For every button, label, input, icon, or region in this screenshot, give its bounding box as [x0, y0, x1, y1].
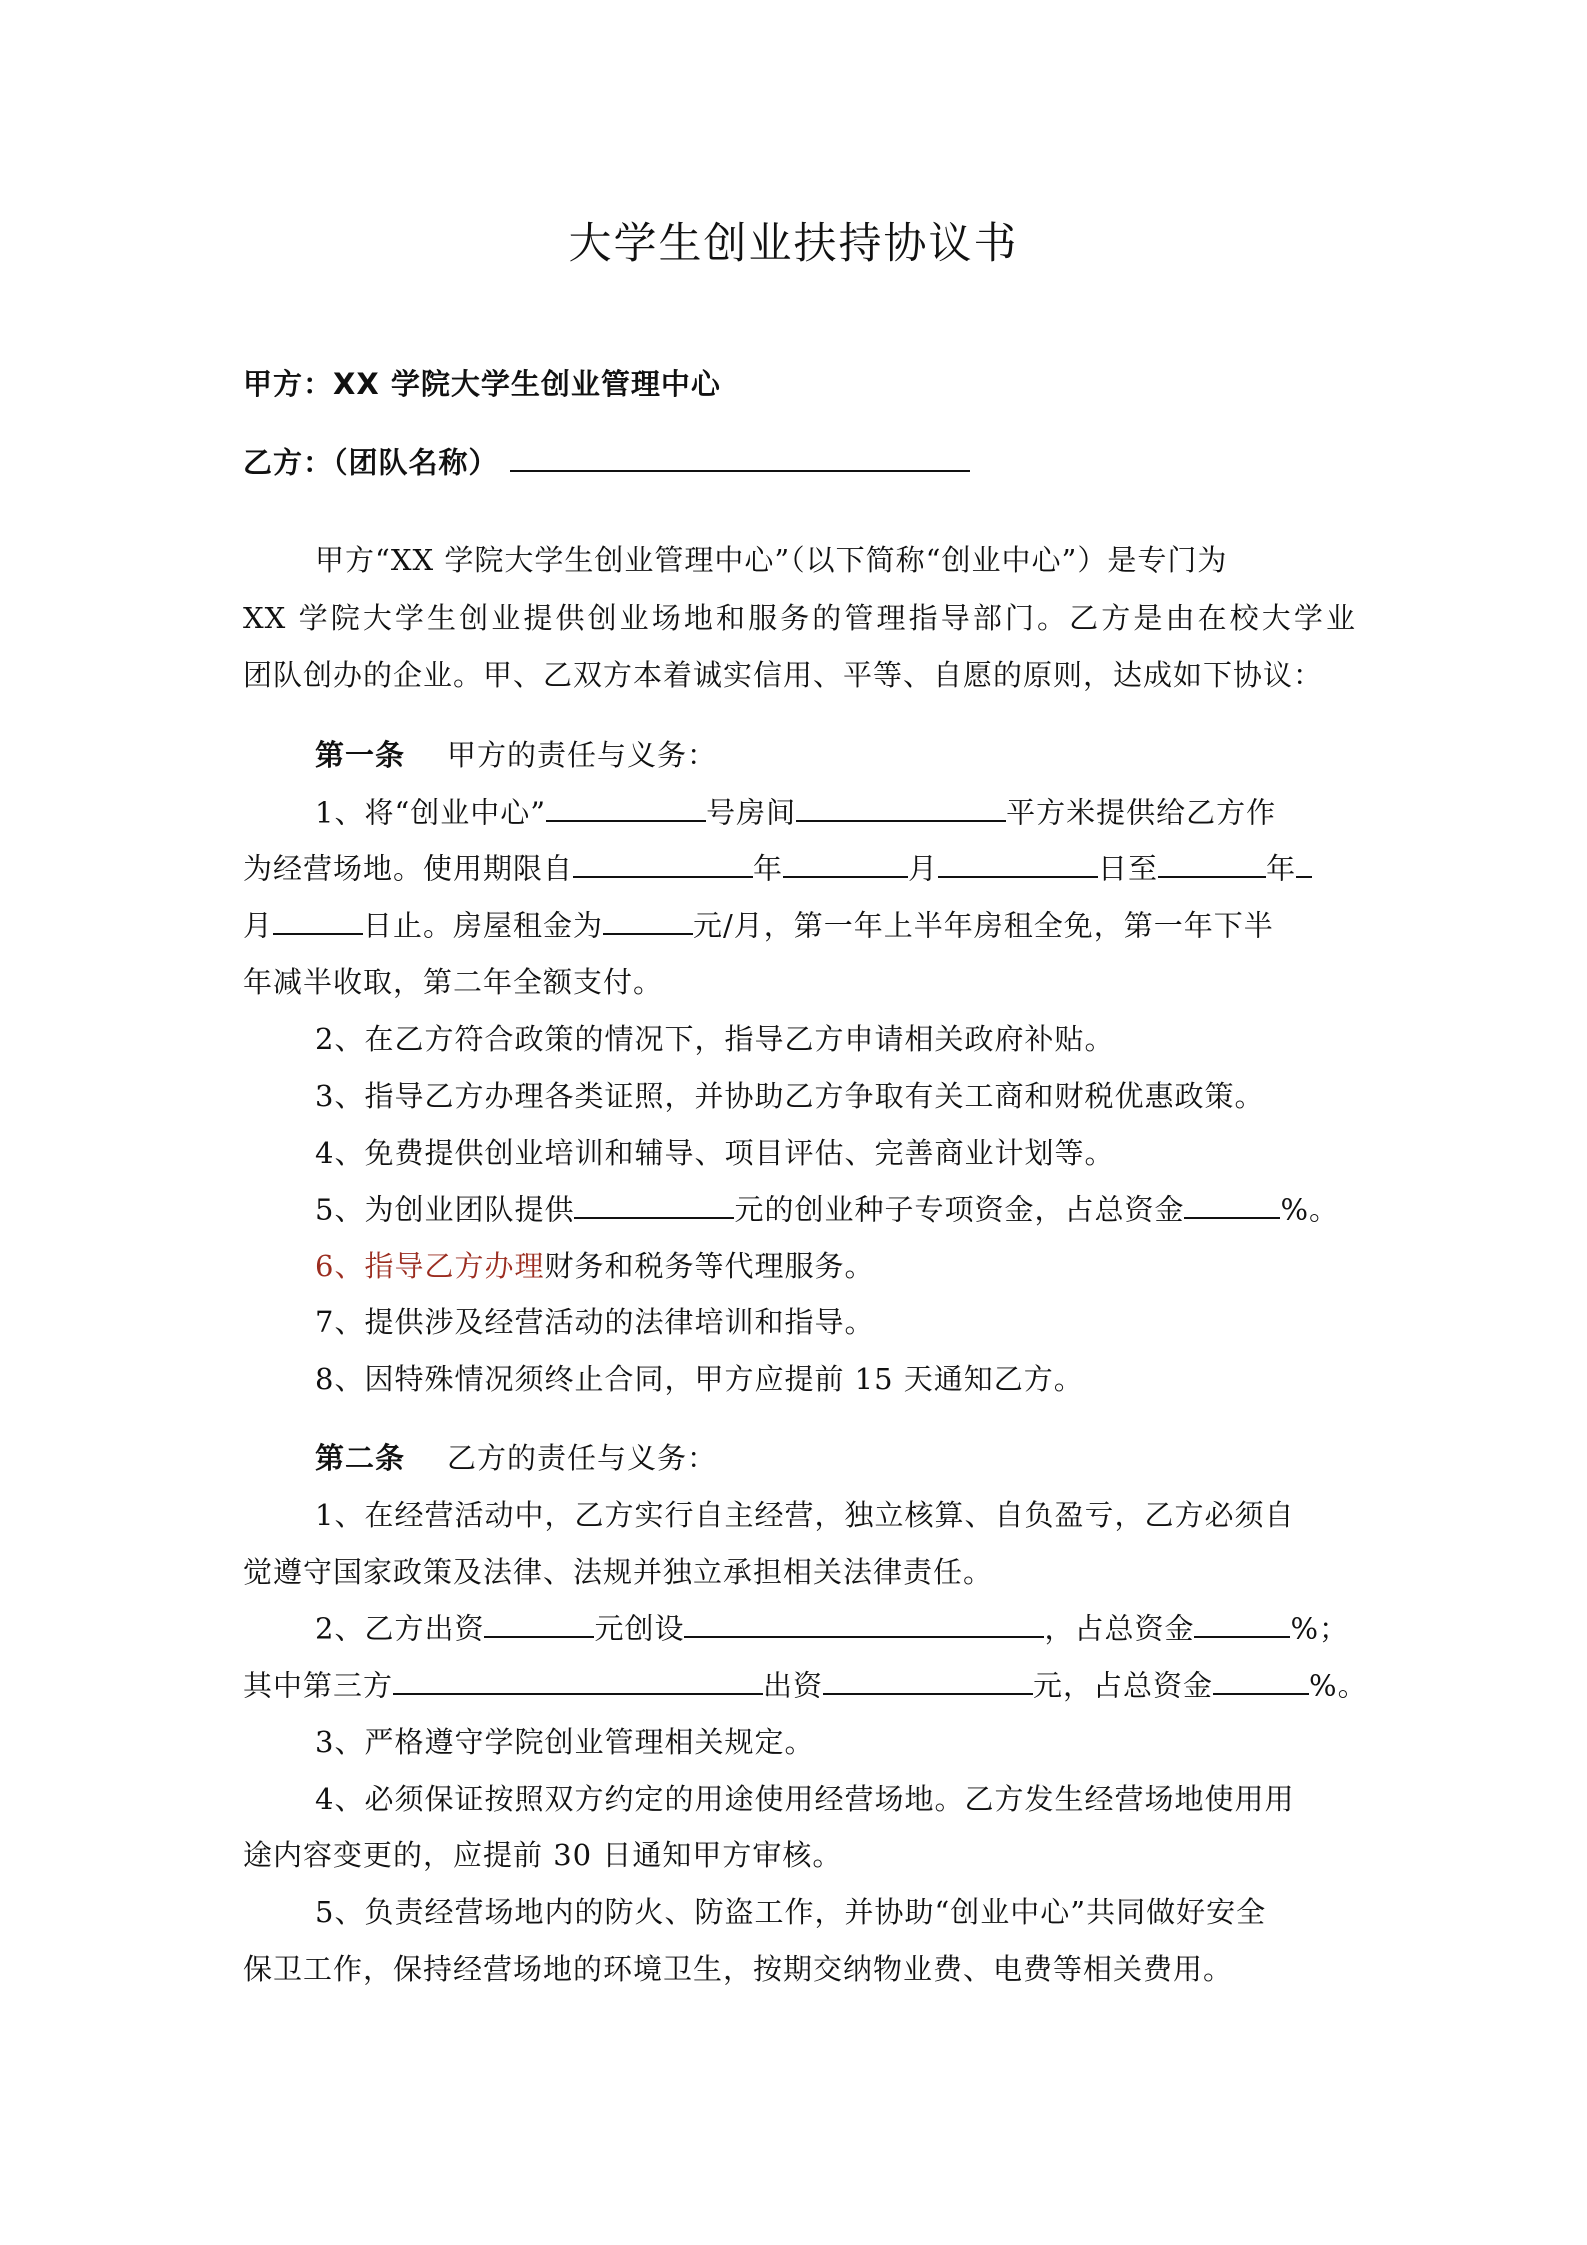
s1-item-1-line-4: 年减半收取，第二年全额支付。 — [243, 965, 664, 999]
intro-line-3: 团队创办的企业。甲、乙双方本着诚实信用、平等、自愿的原则，达成如下协议： — [243, 658, 1324, 692]
end-day-blank[interactable] — [273, 903, 363, 935]
section-2-title — [315, 1436, 1356, 1477]
s2-item-5-line-2: 保卫工作，保持经营场地的环境卫生，按期交纳物业费、电费等相关费用。 — [243, 1952, 1234, 1986]
s1-item-6: 6、指导乙方办理财务和税务等代理服务。 — [315, 1249, 875, 1283]
party-a-label: 甲方： — [243, 367, 334, 401]
investment-blank[interactable] — [484, 1606, 594, 1638]
s2-item-2-line-2: 其中第三方 出资 元，占总资金 %。 — [243, 1663, 1356, 1704]
third-party-amount-blank[interactable] — [823, 1663, 1033, 1695]
start-day-blank[interactable] — [938, 846, 1098, 878]
s2-item-5-line-1: 5、负责经营场地内的防火、防盗工作，并协助“创业中心”共同做好安全 — [315, 1895, 1267, 1929]
section-1-title — [315, 733, 1356, 774]
start-year-blank[interactable] — [573, 846, 753, 878]
third-party-percent-blank[interactable] — [1213, 1663, 1309, 1695]
s1-item-4: 4、免费提供创业培训和辅导、项目评估、完善商业计划等。 — [315, 1136, 1115, 1170]
rent-blank[interactable] — [603, 903, 693, 935]
party-a-value: XX 学院大学生创业管理中心 — [333, 367, 721, 401]
s1-item-6-highlight: 6、指导乙方办理 — [315, 1249, 545, 1283]
party-a-line — [243, 362, 721, 403]
start-month-blank[interactable] — [783, 846, 908, 878]
entity-blank[interactable] — [684, 1606, 1044, 1638]
s1-item-7: 7、提供涉及经营活动的法律培训和指导。 — [315, 1305, 875, 1339]
seed-fund-percent-blank[interactable] — [1184, 1187, 1280, 1219]
area-blank[interactable] — [796, 790, 1006, 822]
document-title: 大学生创业扶持协议书 — [568, 219, 1019, 269]
third-party-blank[interactable] — [393, 1663, 763, 1695]
s2-item-2-line-1: 2、乙方出资 元创设 ，占总资金 %； — [315, 1606, 1356, 1647]
s2-item-3: 3、严格遵守学院创业管理相关规定。 — [315, 1725, 815, 1759]
s1-item-8: 8、因特殊情况须终止合同，甲方应提前 15 天通知乙方。 — [315, 1362, 1084, 1396]
section-2-label: 第二条 — [315, 1441, 406, 1475]
team-name-blank[interactable] — [510, 440, 970, 472]
room-number-blank[interactable] — [546, 790, 706, 822]
intro-line-1: 甲方“XX 学院大学生创业管理中心”（以下简称“创业中心”）是专门为 — [315, 543, 1228, 577]
s1-item-5: 5、为创业团队提供 元的创业种子专项资金，占总资金 %。 — [315, 1187, 1356, 1228]
section-2-heading: 乙方的责任与义务： — [447, 1441, 718, 1475]
party-b-line — [243, 440, 970, 481]
section-1-label: 第一条 — [315, 738, 406, 772]
s2-item-1-line-1: 1、在经营活动中，乙方实行自主经营，独立核算、自负盈亏，乙方必须自 — [315, 1498, 1295, 1532]
s2-item-4-line-1: 4、必须保证按照双方约定的用途使用经营场地。乙方发生经营场地使用用 — [315, 1782, 1295, 1816]
seed-fund-blank[interactable] — [574, 1187, 734, 1219]
intro-line-2: XX 学院大学生创业提供创业场地和服务的管理指导部门。乙方是由在校大学业 — [243, 601, 1356, 635]
investment-percent-blank[interactable] — [1194, 1606, 1290, 1638]
party-b-label: 乙方：（团队名称） — [243, 445, 499, 480]
s1-item-1-line-2: 为经营场地。使用期限自 年 月 日至 年 — [243, 846, 1356, 887]
s1-item-3: 3、指导乙方办理各类证照，并协助乙方争取有关工商和财税优惠政策。 — [315, 1079, 1265, 1113]
s1-item-2: 2、在乙方符合政策的情况下，指导乙方申请相关政府补贴。 — [315, 1022, 1115, 1056]
section-1-heading: 甲方的责任与义务： — [447, 738, 718, 772]
s1-item-1-line-1: 1、将“创业中心” 号房间 平方米提供给乙方作 — [315, 790, 1356, 831]
end-year-tail-blank[interactable] — [1296, 846, 1312, 878]
end-year-blank[interactable] — [1158, 846, 1266, 878]
s1-item-1-line-3: 月 日止。房屋租金为 元/月，第一年上半年房租全免，第一年下半 — [243, 903, 1356, 944]
s2-item-1-line-2: 觉遵守国家政策及法律、法规并独立承担相关法律责任。 — [243, 1555, 994, 1589]
s2-item-4-line-2: 途内容变更的，应提前 30 日通知甲方审核。 — [243, 1838, 843, 1872]
